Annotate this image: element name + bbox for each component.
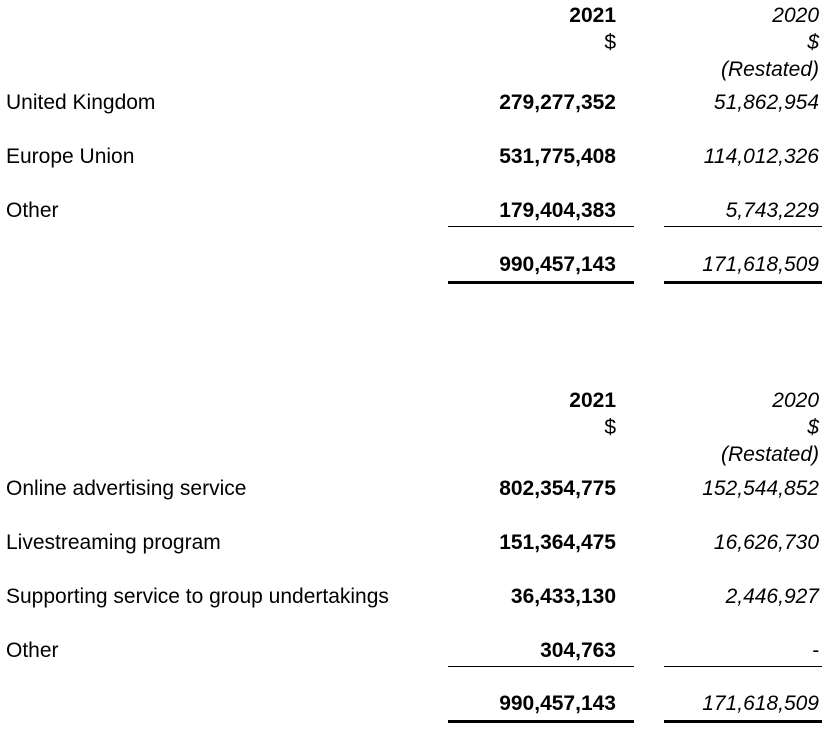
total-rule (664, 720, 822, 723)
row-value-2020: 16,626,730 (713, 531, 819, 554)
col-2020-unit: $ (807, 31, 819, 54)
row-value-2020: 2,446,927 (725, 585, 819, 608)
row-value-2020: 152,544,852 (702, 477, 819, 500)
col-2020-year: 2020 (772, 4, 819, 27)
row-label: Europe Union (6, 145, 135, 168)
total-rule (448, 281, 634, 284)
row-label: Livestreaming program (6, 531, 221, 554)
subtotal-rule (664, 666, 822, 667)
row-value-2021: 279,277,352 (499, 91, 616, 114)
row-label: Supporting service to group undertakings (6, 585, 389, 608)
total-2021: 990,457,143 (499, 692, 616, 715)
row-value-2020: 114,012,326 (703, 145, 819, 168)
row-label: Other (6, 199, 59, 222)
col-2021-year: 2021 (569, 4, 616, 27)
subtotal-rule (448, 666, 634, 667)
row-value-2020: 51,862,954 (713, 91, 819, 114)
row-value-2021: 531,775,408 (499, 145, 616, 168)
row-value-2020: 5,743,229 (725, 199, 819, 222)
row-value-2020: - (812, 639, 819, 662)
col-2020-unit: $ (807, 416, 819, 439)
row-label: Online advertising service (6, 477, 247, 500)
total-2020: 171,618,509 (702, 253, 819, 276)
row-value-2021: 36,433,130 (510, 585, 616, 608)
col-2021-unit: $ (604, 416, 616, 439)
col-2021-unit: $ (604, 31, 616, 54)
row-value-2021: 802,354,775 (499, 477, 616, 500)
col-2020-note: (Restated) (720, 443, 819, 466)
col-2021-year: 2021 (569, 389, 616, 412)
row-value-2021: 304,763 (540, 639, 616, 662)
total-rule (448, 720, 634, 723)
total-2021: 990,457,143 (499, 253, 616, 276)
col-2020-year: 2020 (772, 389, 819, 412)
col-2020-note: (Restated) (720, 58, 819, 81)
subtotal-rule (664, 226, 822, 227)
row-value-2021: 151,364,475 (499, 531, 616, 554)
row-value-2021: 179,404,383 (499, 199, 616, 222)
row-label: United Kingdom (6, 91, 156, 114)
total-rule (664, 281, 822, 284)
row-label: Other (6, 639, 59, 662)
subtotal-rule (448, 226, 634, 227)
total-2020: 171,618,509 (702, 692, 819, 715)
